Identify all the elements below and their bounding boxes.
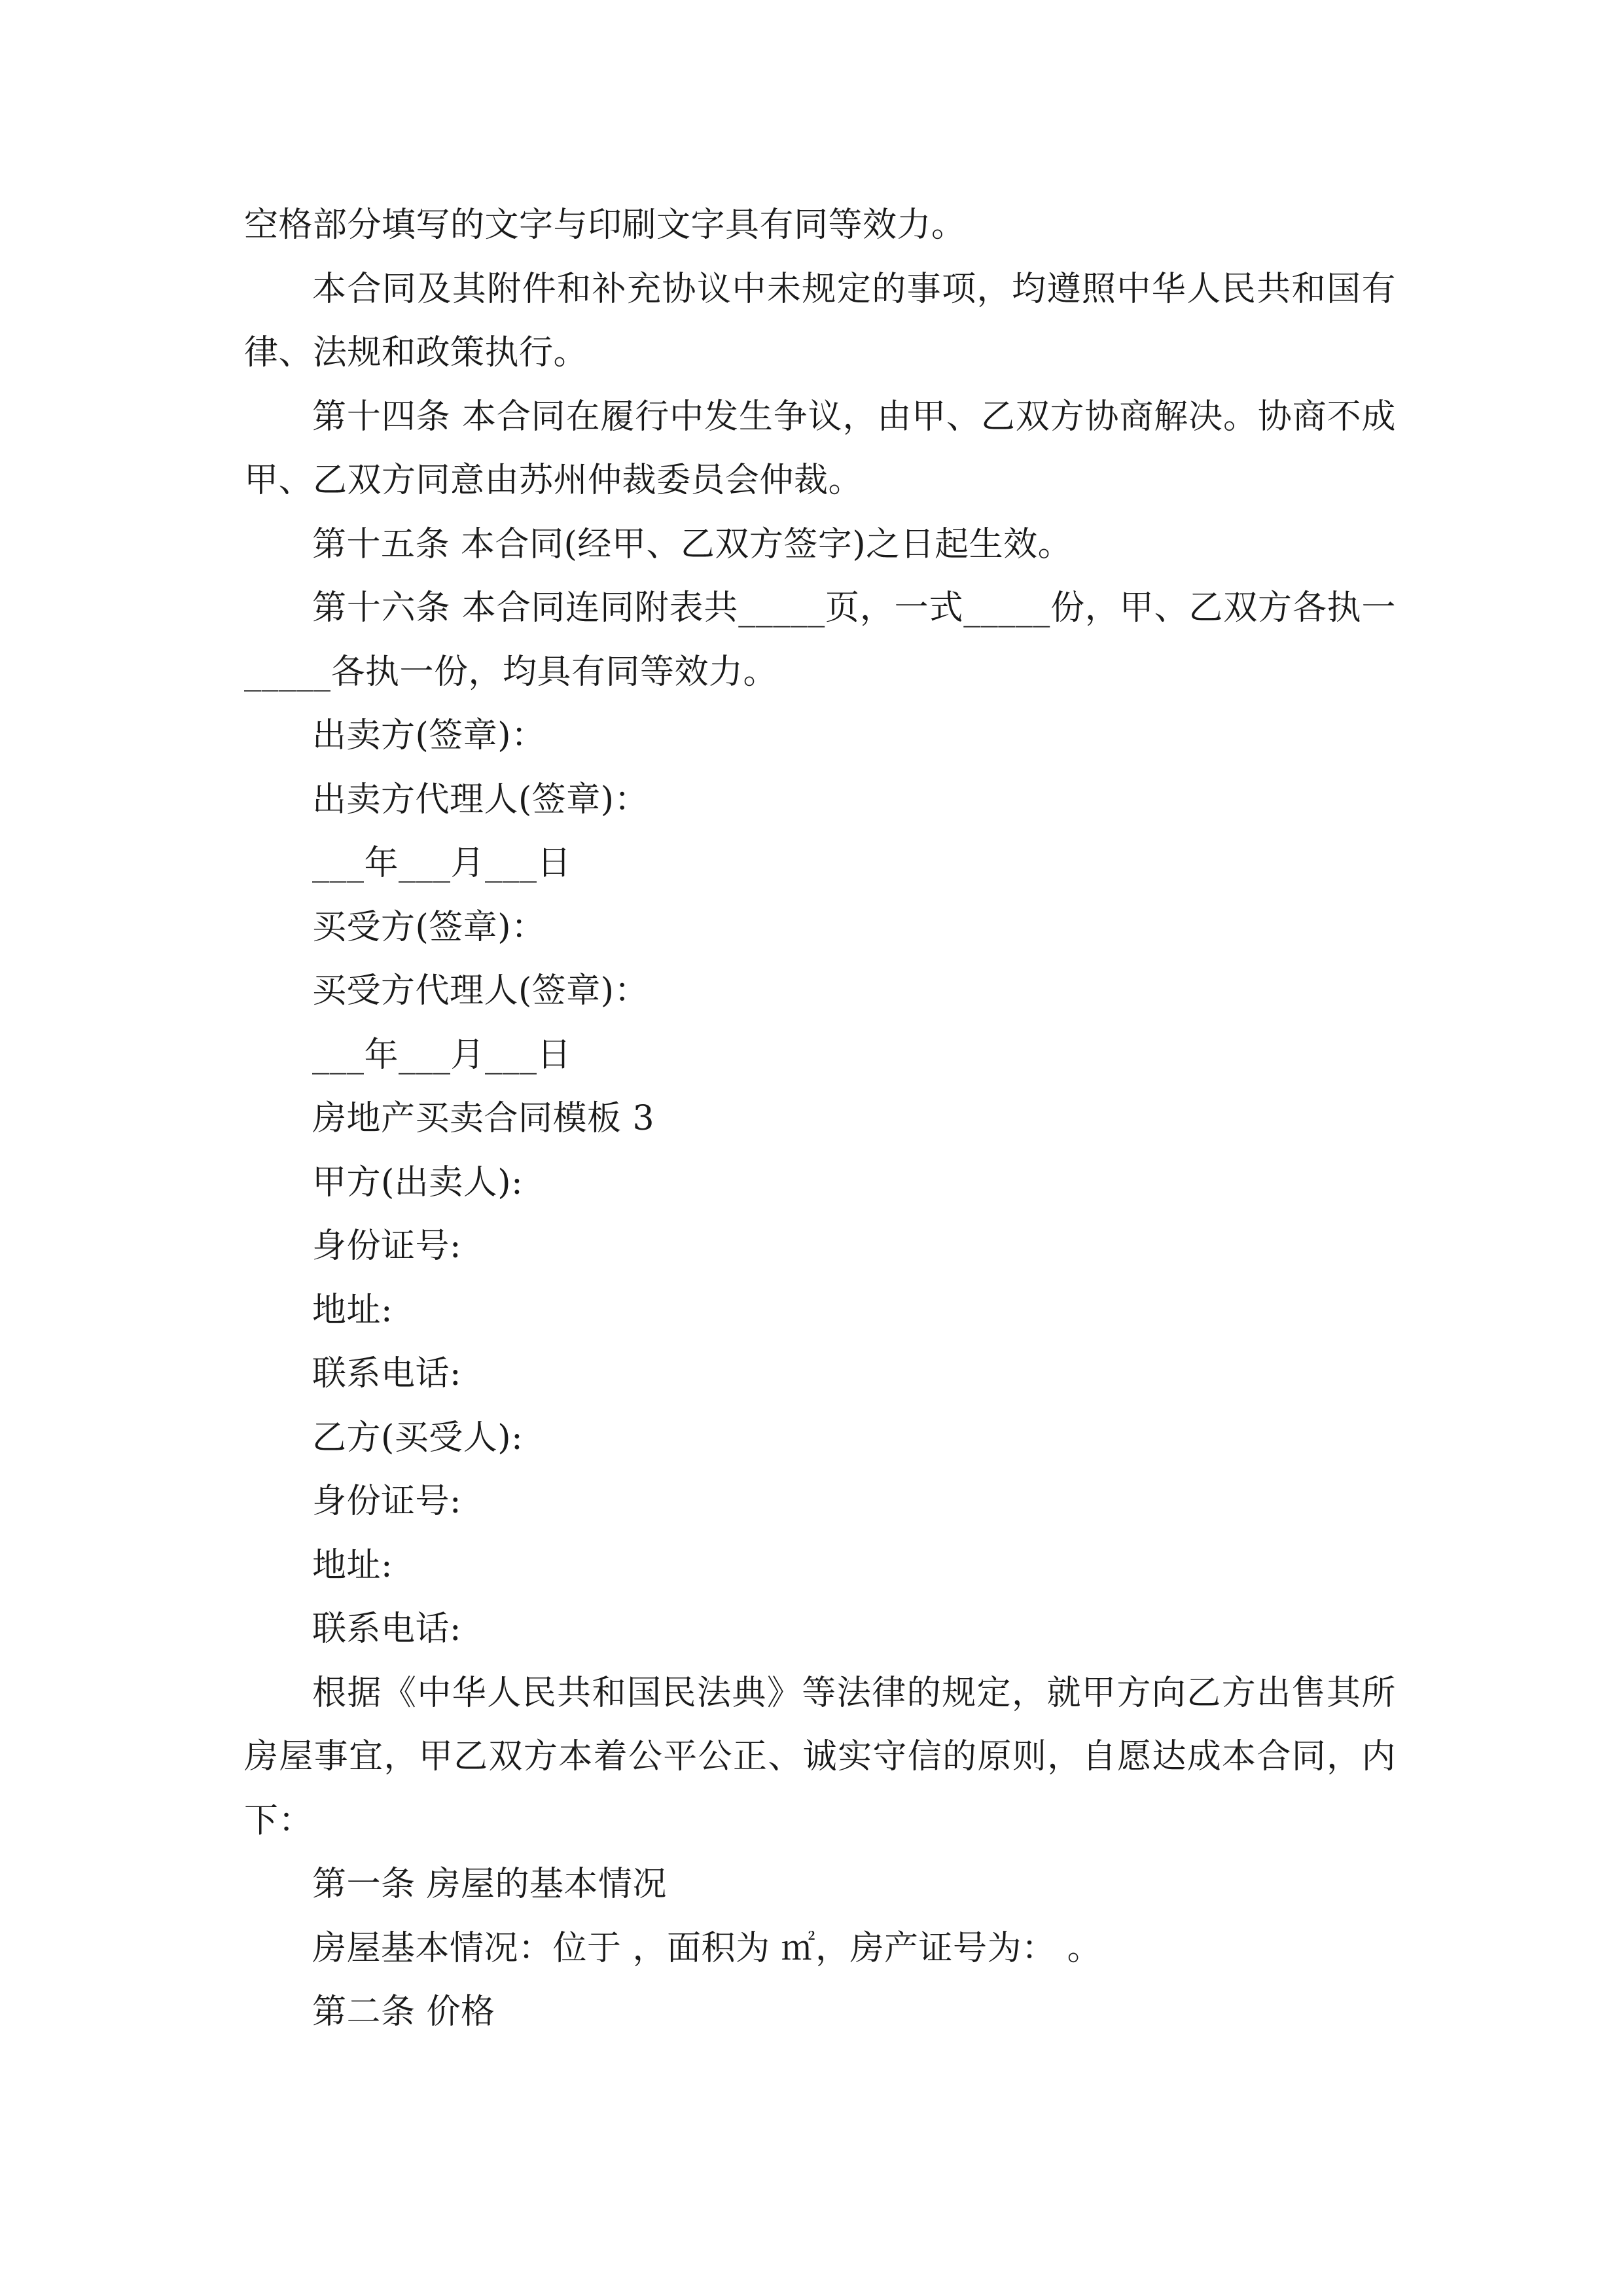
clause-14-line: 甲、乙双方同意由苏州仲裁委员会仲裁。 [244, 461, 863, 500]
party-b-id-label: 身份证号: [312, 1482, 462, 1521]
clause-16-line: _____各执一份，均具有同等效力。 [244, 652, 778, 692]
paragraph-line: 空格部分填写的文字与印刷文字具有同等效力。 [244, 206, 966, 245]
buyer-agent-signature-label: 买受方代理人(签章)： [312, 971, 649, 1011]
contract-text [244, 194, 1396, 2045]
seller-date-blank: ___年___月___日 [312, 844, 572, 883]
party-a-label: 甲方(出卖人): [312, 1162, 524, 1202]
template-heading: 房地产买卖合同模板 3 [312, 1099, 655, 1138]
preamble-line: 下： [244, 1801, 313, 1840]
party-a-address-label: 地址: [312, 1290, 393, 1330]
buyer-signature-label: 买受方(签章)： [312, 907, 546, 947]
party-a-phone-label: 联系电话: [312, 1354, 462, 1393]
clause-15-line: 第十五条 本合同(经甲、乙双方签字)之日起生效。 [312, 524, 1073, 564]
article-2-heading: 第二条 价格 [312, 1992, 495, 2032]
seller-signature-label: 出卖方(签章)： [312, 716, 546, 755]
party-b-label: 乙方(买受人): [312, 1418, 524, 1458]
paragraph-line: 律、法规和政策执行。 [244, 333, 588, 372]
party-b-address-label: 地址: [312, 1545, 393, 1585]
article-1-heading: 第一条 房屋的基本情况 [312, 1865, 668, 1904]
preamble-line: 根据《中华人民共和国民法典》等法律的规定，就甲方向乙方出售其所 [312, 1673, 1396, 1713]
party-b-phone-label: 联系电话: [312, 1609, 462, 1649]
article-1-content: 房屋基本情况：位于 ，面积为 ㎡，房产证号为： 。 [312, 1928, 1102, 1968]
paragraph-line: 本合同及其附件和补充协议中未规定的事项，均遵照中华人民共和国有 [312, 269, 1396, 309]
clause-16-line: 第十六条 本合同连同附表共_____页，一式_____份，甲、乙双方各执一 [312, 588, 1396, 628]
buyer-date-blank: ___年___月___日 [312, 1035, 572, 1075]
clause-14-line: 第十四条 本合同在履行中发生争议，由甲、乙双方协商解决。协商不成 [312, 397, 1396, 437]
preamble-line: 房屋事宜，甲乙双方本着公平公正、诚实守信的原则，自愿达成本合同，内 [244, 1737, 1396, 1776]
seller-agent-signature-label: 出卖方代理人(签章)： [312, 780, 649, 819]
party-a-id-label: 身份证号: [312, 1227, 462, 1266]
